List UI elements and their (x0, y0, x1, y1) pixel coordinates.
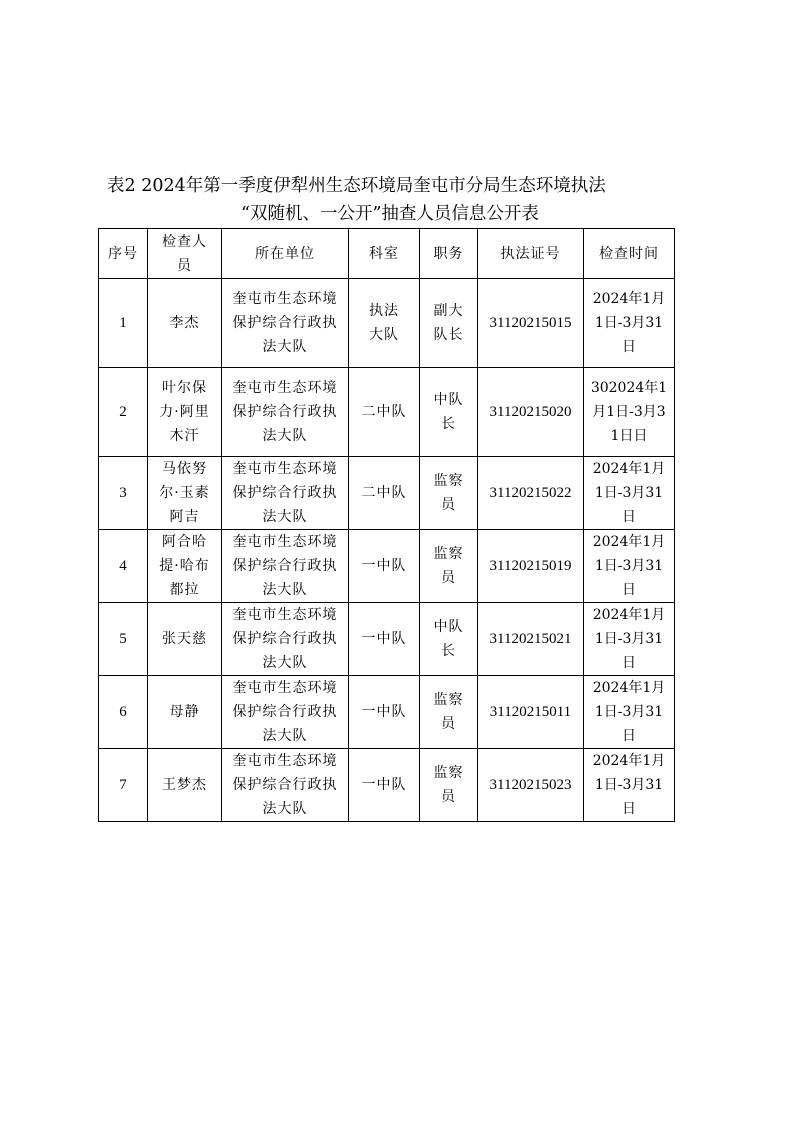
cell-position: 监察员 (420, 530, 478, 603)
cell-inspector-name: 阿合哈提·哈布都拉 (148, 530, 222, 603)
cell-position: 副大队长 (420, 279, 478, 368)
cell-unit: 奎屯市生态环境保护综合行政执法大队 (222, 368, 349, 457)
cell-inspector-name: 叶尔保力·阿里木汗 (148, 368, 222, 457)
cell-certificate-number: 31120215015 (478, 279, 584, 368)
header-position: 职务 (420, 229, 478, 279)
cell-inspector-name: 李杰 (148, 279, 222, 368)
cell-unit: 奎屯市生态环境保护综合行政执法大队 (222, 749, 349, 822)
cell-position: 监察员 (420, 749, 478, 822)
header-inspection-time: 检查时间 (584, 229, 675, 279)
header-certificate-number: 执法证号 (478, 229, 584, 279)
cell-inspector-name: 母静 (148, 676, 222, 749)
cell-department: 一中队 (349, 603, 420, 676)
cell-department: 一中队 (349, 676, 420, 749)
cell-inspection-time: 2024年1月1日-3月31日 (584, 279, 675, 368)
cell-certificate-number: 31120215011 (478, 676, 584, 749)
cell-unit: 奎屯市生态环境保护综合行政执法大队 (222, 457, 349, 530)
cell-position: 中队长 (420, 368, 478, 457)
cell-certificate-number: 31120215022 (478, 457, 584, 530)
cell-department: 二中队 (349, 457, 420, 530)
table-row (99, 530, 675, 603)
table-header-row (99, 229, 675, 279)
cell-inspector-name: 张天慈 (148, 603, 222, 676)
cell-department: 一中队 (349, 530, 420, 603)
cell-department: 一中队 (349, 749, 420, 822)
cell-department: 二中队 (349, 368, 420, 457)
cell-position: 监察员 (420, 676, 478, 749)
cell-unit: 奎屯市生态环境保护综合行政执法大队 (222, 279, 349, 368)
cell-serial-number: 4 (99, 530, 148, 603)
cell-inspector-name: 马依努尔·玉素阿吉 (148, 457, 222, 530)
cell-certificate-number: 31120215021 (478, 603, 584, 676)
cell-certificate-number: 31120215020 (478, 368, 584, 457)
cell-serial-number: 7 (99, 749, 148, 822)
cell-position: 监察员 (420, 457, 478, 530)
cell-certificate-number: 31120215023 (478, 749, 584, 822)
document-title-line-1: 表2 2024年第一季度伊犁州生态环境局奎屯市分局生态环境执法 (107, 176, 606, 196)
cell-serial-number: 1 (99, 279, 148, 368)
cell-serial-number: 2 (99, 368, 148, 457)
cell-position: 中队长 (420, 603, 478, 676)
cell-inspector-name: 王梦杰 (148, 749, 222, 822)
header-unit: 所在单位 (222, 229, 349, 279)
table-row (99, 368, 675, 457)
inspector-info-table (98, 228, 675, 822)
cell-inspection-time: 2024年1月1日-3月31日 (584, 749, 675, 822)
cell-serial-number: 3 (99, 457, 148, 530)
cell-unit: 奎屯市生态环境保护综合行政执法大队 (222, 603, 349, 676)
cell-inspection-time: 302024年1月1日-3月31日日 (584, 368, 675, 457)
table-row (99, 749, 675, 822)
cell-inspection-time: 2024年1月1日-3月31日 (584, 457, 675, 530)
header-inspector: 检查人员 (148, 229, 222, 279)
document-title-line-2: “双随机、一公开”抽查人员信息公开表 (241, 204, 539, 224)
cell-inspection-time: 2024年1月1日-3月31日 (584, 530, 675, 603)
header-serial-number: 序号 (99, 229, 148, 279)
cell-inspection-time: 2024年1月1日-3月31日 (584, 603, 675, 676)
header-department: 科室 (349, 229, 420, 279)
cell-certificate-number: 31120215019 (478, 530, 584, 603)
cell-unit: 奎屯市生态环境保护综合行政执法大队 (222, 676, 349, 749)
cell-serial-number: 5 (99, 603, 148, 676)
cell-serial-number: 6 (99, 676, 148, 749)
cell-inspection-time: 2024年1月1日-3月31日 (584, 676, 675, 749)
table-row (99, 603, 675, 676)
table-row (99, 279, 675, 368)
cell-unit: 奎屯市生态环境保护综合行政执法大队 (222, 530, 349, 603)
cell-department: 执法大队 (349, 279, 420, 368)
table-row (99, 457, 675, 530)
table-row (99, 676, 675, 749)
